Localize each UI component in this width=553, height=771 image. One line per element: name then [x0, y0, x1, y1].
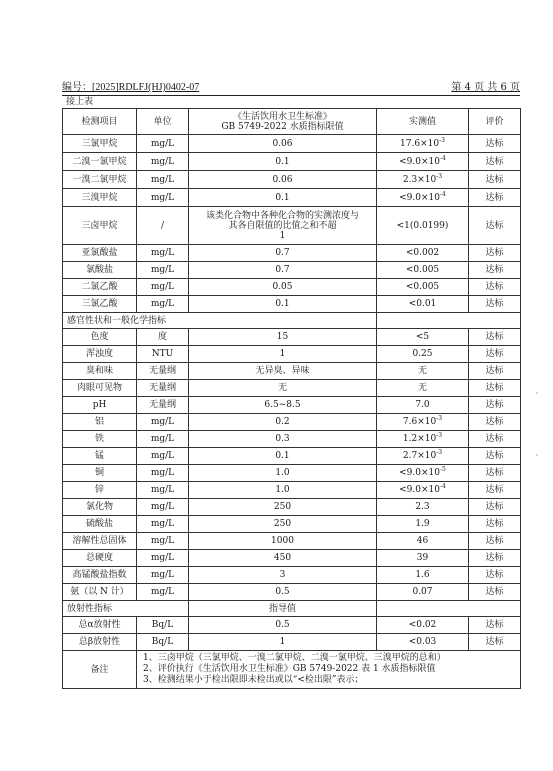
item-evaluation: 达标: [469, 329, 521, 346]
item-unit: mg/L: [137, 296, 189, 313]
item-measured: [377, 189, 469, 207]
item-measured: [377, 448, 469, 465]
item-name: 肉眼可见物: [63, 380, 137, 397]
item-name: 一溴二氯甲烷: [63, 171, 137, 189]
item-unit: mg/L: [137, 499, 189, 516]
table-row: [63, 397, 521, 414]
item-name: 浑浊度: [63, 346, 137, 363]
measured-value: 7.6×10: [402, 417, 437, 427]
item-limit: 0.1: [189, 296, 377, 313]
item-name: 臭和味: [63, 363, 137, 380]
item-unit: mg/L: [137, 189, 189, 207]
table-row-trihalomethanes: [63, 207, 521, 245]
item-evaluation: 达标: [469, 617, 521, 634]
item-measured: [377, 346, 469, 363]
item-evaluation: 达标: [469, 279, 521, 296]
item-evaluation: 达标: [469, 346, 521, 363]
guide-value-label: 指导值: [189, 601, 377, 617]
item-unit: mg/L: [137, 533, 189, 550]
report-number: 编号：[2025]RDLFJ(HJ)0402-07: [62, 82, 200, 93]
item-evaluation: 达标: [469, 207, 521, 245]
item-evaluation: 达标: [469, 189, 521, 207]
item-name: 总硬度: [63, 550, 137, 567]
item-measured: [377, 397, 469, 414]
item-unit: Bq/L: [137, 634, 189, 651]
table-row: [63, 567, 521, 584]
item-unit: /: [137, 207, 189, 245]
item-unit: mg/L: [137, 482, 189, 499]
item-measured: [377, 482, 469, 499]
table-row: [63, 296, 521, 313]
remark-line: 2、评价执行《生活饮用水卫生标准》GB 5749-2022 表 1 水质指标限值: [143, 664, 436, 674]
section-blank: [377, 313, 521, 329]
table-row: [63, 584, 521, 601]
measured-value: 2.3×10: [402, 174, 437, 185]
measured-exponent: -4: [440, 190, 446, 198]
table-row: [63, 346, 521, 363]
item-limit: 6.5~8.5: [189, 397, 377, 414]
item-unit: mg/L: [137, 171, 189, 189]
remark-line: 1、三卤甲烷（三氯甲烷、一溴二氯甲烷、二溴一氯甲烷、三溴甲烷的总和）: [143, 653, 446, 663]
item-measured: [377, 329, 469, 346]
item-measured: [377, 516, 469, 533]
item-evaluation: 达标: [469, 499, 521, 516]
measured-value: 1.9: [415, 519, 430, 529]
item-unit: mg/L: [137, 567, 189, 584]
item-evaluation: 达标: [469, 550, 521, 567]
item-limit: 0.7: [189, 262, 377, 279]
item-unit: 无量纲: [137, 363, 189, 380]
item-evaluation: 达标: [469, 296, 521, 313]
measured-value: 0.07: [412, 587, 433, 597]
item-limit: [189, 207, 377, 245]
water-quality-table: [62, 108, 521, 689]
item-name: pH: [63, 397, 137, 414]
item-name: 铝: [63, 414, 137, 431]
col-header-evaluation: 评价: [469, 109, 521, 135]
item-evaluation: 达标: [469, 135, 521, 153]
limit-line: 1: [279, 230, 286, 241]
item-measured: [377, 567, 469, 584]
table-row: [63, 431, 521, 448]
item-name: 锌: [63, 482, 137, 499]
item-evaluation: 达标: [469, 465, 521, 482]
measured-exponent: -3: [436, 172, 443, 180]
item-measured: [377, 296, 469, 313]
measured-value: <0.002: [405, 248, 440, 258]
item-measured: [377, 584, 469, 601]
item-limit: 0.7: [189, 245, 377, 262]
item-limit: 0.1: [189, 189, 377, 207]
measured-value: <9.0×10: [399, 485, 440, 495]
table-row: [63, 516, 521, 533]
measured-value: <0.01: [408, 299, 437, 309]
item-unit: NTU: [137, 346, 189, 363]
item-name: 三溴甲烷: [63, 189, 137, 207]
measured-value: 1.2×10: [402, 434, 437, 444]
item-name: 三卤甲烷: [63, 207, 137, 245]
item-unit: mg/L: [137, 414, 189, 431]
measured-value: <9.0×10: [399, 468, 440, 478]
item-evaluation: 达标: [469, 533, 521, 550]
item-measured: [377, 363, 469, 380]
item-name: 锰: [63, 448, 137, 465]
continued-label: 接上表: [66, 97, 94, 107]
measured-value: 1.6: [415, 570, 430, 580]
table-row: [63, 135, 521, 153]
item-name: 氯化物: [63, 499, 137, 516]
item-measured: [377, 499, 469, 516]
item-evaluation: 达标: [469, 245, 521, 262]
item-unit: mg/L: [137, 245, 189, 262]
item-limit: 250: [189, 516, 377, 533]
measured-value: 2.7×10: [402, 451, 437, 461]
remarks-content: [137, 651, 521, 689]
measured-exponent: -4: [440, 483, 446, 490]
item-unit: mg/L: [137, 431, 189, 448]
item-limit: 250: [189, 499, 377, 516]
item-evaluation: 达标: [469, 516, 521, 533]
item-unit: mg/L: [137, 153, 189, 171]
item-name: 总α放射性: [63, 617, 137, 634]
item-limit: 3: [189, 567, 377, 584]
item-measured: [377, 380, 469, 397]
measured-exponent: -5: [440, 466, 446, 473]
item-unit: mg/L: [137, 584, 189, 601]
item-evaluation: 达标: [469, 363, 521, 380]
col-header-standard: [189, 109, 377, 135]
item-evaluation: 达标: [469, 153, 521, 171]
table-row: [63, 617, 521, 634]
table-row: [63, 448, 521, 465]
col-header-standard-line2: GB 5749-2022 水质指标限值: [221, 121, 344, 132]
item-measured: [377, 533, 469, 550]
measured-value: 无: [417, 383, 427, 393]
table-row: [63, 245, 521, 262]
item-unit: 无量纲: [137, 380, 189, 397]
limit-line: 其各自限值的比值之和不超: [228, 220, 337, 231]
item-limit: 0.06: [189, 171, 377, 189]
remarks-label: 备注: [63, 651, 137, 689]
measured-value: <5: [415, 332, 430, 342]
item-measured: [377, 135, 469, 153]
item-measured: [377, 279, 469, 296]
item-name: 三氯甲烷: [63, 135, 137, 153]
item-name: 铁: [63, 431, 137, 448]
remark-line: 3、检测结果小于检出限即未检出或以“<检出限”表示；: [143, 675, 364, 685]
measured-exponent: -3: [436, 449, 443, 456]
page-indicator: 第 4 页 共 6 页: [451, 82, 520, 93]
item-unit: mg/L: [137, 465, 189, 482]
table-row: [63, 189, 521, 207]
item-measured: [377, 431, 469, 448]
item-name: 高锰酸盐指数: [63, 567, 137, 584]
table-row: [63, 262, 521, 279]
item-limit: 0.05: [189, 279, 377, 296]
col-header-measured: 实测值: [377, 109, 469, 135]
limit-line: 该类化合物中各种化合物的实测浓度与: [205, 210, 359, 221]
section-title: 感官性状和一般化学指标: [63, 313, 377, 329]
measured-value: 39: [416, 553, 429, 563]
item-name: 硫酸盐: [63, 516, 137, 533]
item-measured: [377, 414, 469, 431]
measured-value: 0.25: [412, 349, 433, 359]
item-measured: [377, 634, 469, 651]
item-limit: 无: [189, 380, 377, 397]
measured-value: 46: [416, 536, 429, 546]
col-header-item: 检测项目: [63, 109, 137, 135]
item-measured: [377, 153, 469, 171]
item-unit: mg/L: [137, 135, 189, 153]
item-evaluation: 达标: [469, 414, 521, 431]
item-name: 溶解性总固体: [63, 533, 137, 550]
table-row: [63, 153, 521, 171]
item-measured: [377, 262, 469, 279]
item-evaluation: 达标: [469, 171, 521, 189]
table-row: [63, 533, 521, 550]
remarks-row: [63, 651, 521, 689]
measured-value: 2.3: [415, 502, 430, 512]
item-limit: 1.0: [189, 465, 377, 482]
item-limit: 0.06: [189, 135, 377, 153]
page-header: [62, 81, 520, 96]
table-row: [63, 482, 521, 499]
item-limit: 无异臭、异味: [189, 363, 377, 380]
item-unit: mg/L: [137, 550, 189, 567]
item-limit: 0.2: [189, 414, 377, 431]
item-limit: 0.3: [189, 431, 377, 448]
section-blank: [377, 601, 521, 617]
table-row: [63, 550, 521, 567]
item-evaluation: 达标: [469, 380, 521, 397]
item-name: 二氯乙酸: [63, 279, 137, 296]
item-measured: [377, 465, 469, 482]
item-limit: 450: [189, 550, 377, 567]
item-name: 总β放射性: [63, 634, 137, 651]
measured-exponent: -3: [436, 415, 443, 422]
table-header-row: [63, 109, 521, 135]
item-limit: 1.0: [189, 482, 377, 499]
table-row: [63, 499, 521, 516]
item-evaluation: 达标: [469, 482, 521, 499]
item-evaluation: 达标: [469, 431, 521, 448]
item-name: 亚氯酸盐: [63, 245, 137, 262]
item-unit: mg/L: [137, 448, 189, 465]
table-row: [63, 363, 521, 380]
item-limit: 0.1: [189, 153, 377, 171]
item-name: 氨（以 N 计）: [63, 584, 137, 601]
item-unit: mg/L: [137, 516, 189, 533]
item-evaluation: 达标: [469, 262, 521, 279]
item-measured: [377, 550, 469, 567]
measured-value: <0.005: [405, 265, 440, 275]
col-header-standard-line1: 《生活饮用水卫生标准》: [232, 111, 332, 122]
table-row: [63, 465, 521, 482]
item-name: 氯酸盐: [63, 262, 137, 279]
item-limit: 0.5: [189, 617, 377, 634]
measured-value: <0.03: [408, 637, 437, 647]
item-unit: 度: [137, 329, 189, 346]
item-evaluation: 达标: [469, 448, 521, 465]
measured-value: 17.6×10: [400, 138, 440, 149]
section-row-radioactivity: [63, 601, 521, 617]
scan-mark: [536, 454, 538, 456]
item-unit: mg/L: [137, 279, 189, 296]
item-name: 铜: [63, 465, 137, 482]
table-row: [63, 414, 521, 431]
item-name: 色度: [63, 329, 137, 346]
item-evaluation: 达标: [469, 397, 521, 414]
item-measured: [377, 171, 469, 189]
measured-value: 无: [417, 366, 427, 376]
item-name: 三氯乙酸: [63, 296, 137, 313]
item-limit: 0.5: [189, 584, 377, 601]
measured-value: <0.02: [408, 620, 437, 630]
item-unit: 无量纲: [137, 397, 189, 414]
measured-value: <9.0×10: [399, 156, 440, 167]
item-unit: mg/L: [137, 262, 189, 279]
measured-exponent: -3: [436, 432, 443, 439]
scan-mark: [536, 392, 538, 394]
table-row: [63, 279, 521, 296]
item-measured: <1(0.0199): [377, 207, 469, 245]
item-measured: [377, 245, 469, 262]
item-measured: [377, 617, 469, 634]
section-row-sensory: [63, 313, 521, 329]
measured-exponent: -4: [440, 154, 446, 162]
item-evaluation: 达标: [469, 634, 521, 651]
measured-value: <0.005: [405, 282, 440, 292]
table-row: [63, 329, 521, 346]
measured-value: 7.0: [415, 400, 430, 410]
item-limit: 1000: [189, 533, 377, 550]
table-row: [63, 380, 521, 397]
table-row: [63, 171, 521, 189]
item-limit: 0.1: [189, 448, 377, 465]
section-title: 放射性指标: [63, 601, 189, 617]
item-evaluation: 达标: [469, 584, 521, 601]
item-name: 二溴一氯甲烷: [63, 153, 137, 171]
measured-exponent: -3: [439, 136, 445, 144]
col-header-unit: 单位: [137, 109, 189, 135]
table-row: [63, 634, 521, 651]
item-unit: Bq/L: [137, 617, 189, 634]
item-limit: 15: [189, 329, 377, 346]
measured-value: <9.0×10: [399, 192, 440, 203]
item-limit: 1: [189, 634, 377, 651]
item-limit: 1: [189, 346, 377, 363]
item-evaluation: 达标: [469, 567, 521, 584]
